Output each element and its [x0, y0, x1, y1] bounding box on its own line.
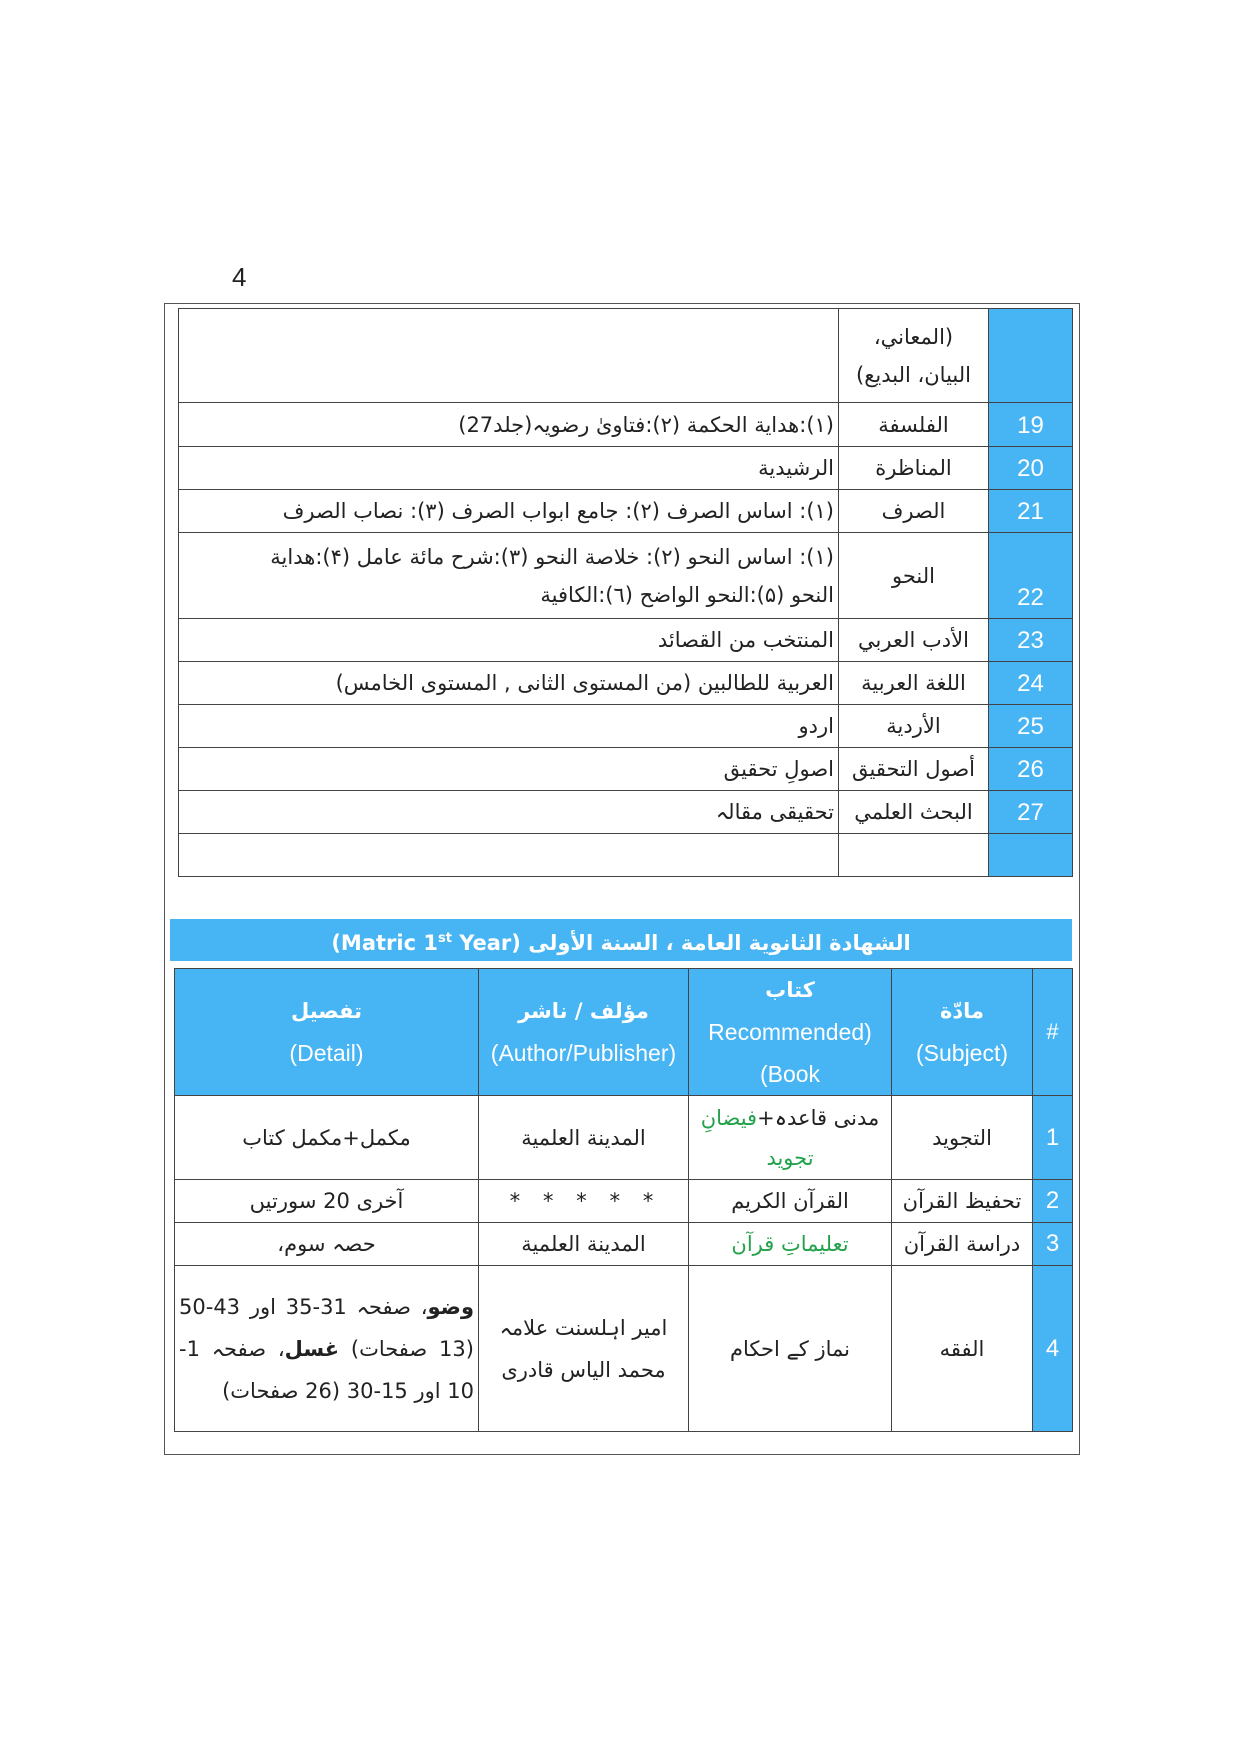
matric-curriculum-table	[174, 968, 1073, 1432]
books-cell: الرشيدية	[179, 447, 839, 490]
books-cell: اصولِ تحقیق	[179, 748, 839, 791]
table-row	[179, 403, 1073, 447]
row-number: 3	[1033, 1223, 1073, 1266]
header-book	[689, 969, 892, 1096]
books-cell	[179, 834, 839, 877]
header-author-en: (Author/Publisher)	[490, 1040, 677, 1066]
header-book-ar: كتاب	[765, 978, 815, 1002]
detail-cell	[175, 1266, 479, 1432]
detail-text: ، صفحہ 31-35 اور 43-50 (13 صفحات)	[179, 1294, 474, 1361]
author-cell: امیر اہلسنت علامہ محمد الیاس قادری	[479, 1266, 689, 1432]
table-row	[175, 1223, 1073, 1266]
books-cell	[179, 533, 839, 619]
banner-arabic: الشهادة الثانوية العامة ، السنة الأولى	[528, 931, 911, 955]
banner-english-pre: (Matric 1	[331, 931, 438, 955]
table-row	[179, 791, 1073, 834]
header-detail-en: (Detail)	[289, 1040, 364, 1066]
row-number: 23	[989, 619, 1073, 662]
table-row	[179, 490, 1073, 533]
subject-cell: أصول التحقيق	[839, 748, 989, 791]
table-row	[175, 1096, 1073, 1180]
row-number: 24	[989, 662, 1073, 705]
subject-line: البيان، البديع)	[856, 362, 971, 387]
subject-cell: النحو	[839, 533, 989, 619]
row-number: 4	[1033, 1266, 1073, 1432]
page-number: 4	[232, 262, 247, 292]
book-link-text: فیضانِ تجوید	[700, 1105, 814, 1170]
row-number: 21	[989, 490, 1073, 533]
book-cell: القرآن الكريم	[689, 1180, 892, 1223]
table-row	[179, 834, 1073, 877]
detail-cell: حصہ سوم،	[175, 1223, 479, 1266]
header-subject-en: (Subject)	[915, 1040, 1009, 1066]
books-line: (١): اساس النحو (٢): خلاصة النحو (٣):شرح مائة عامل (۴):هداية	[270, 544, 834, 569]
book-text: مدنی قاعدہ+	[757, 1105, 880, 1130]
book-cell	[689, 1096, 892, 1180]
author-cell: المدينة العلمية	[479, 1223, 689, 1266]
detail-bold: وضو	[427, 1294, 474, 1319]
header-subject-ar: مادّة	[939, 999, 985, 1023]
subject-cell: الأردية	[839, 705, 989, 748]
row-number: 27	[989, 791, 1073, 834]
subject-cell: الصرف	[839, 490, 989, 533]
subject-cell: اللغة العربية	[839, 662, 989, 705]
section-banner	[170, 919, 1072, 961]
table-row	[179, 619, 1073, 662]
curriculum-table-continued	[178, 308, 1073, 877]
row-number: 25	[989, 705, 1073, 748]
banner-english-sup: st	[437, 931, 452, 946]
table-row	[179, 447, 1073, 490]
detail-bold: غسل	[284, 1336, 340, 1361]
books-cell: العربية للطالبين (من المستوى الثانى , المستوى الخامس)	[179, 662, 839, 705]
table-row	[179, 309, 1073, 403]
row-number	[989, 834, 1073, 877]
banner-english-post: Year)	[451, 931, 521, 955]
books-cell: اردو	[179, 705, 839, 748]
books-cell	[179, 309, 839, 403]
subject-cell	[839, 834, 989, 877]
subject-cell: الفلسفة	[839, 403, 989, 447]
header-num: #	[1033, 969, 1073, 1096]
author-cell: * * * * *	[479, 1180, 689, 1223]
subject-cell: تحفیظ القرآن	[892, 1180, 1033, 1223]
table-row	[175, 1266, 1073, 1432]
header-author	[479, 969, 689, 1096]
table-row	[179, 662, 1073, 705]
subject-cell: الفقه	[892, 1266, 1033, 1432]
row-number: 19	[989, 403, 1073, 447]
table-row	[179, 705, 1073, 748]
subject-cell: المناظرة	[839, 447, 989, 490]
header-book-en: (Recommended Book)	[708, 1019, 872, 1087]
banner-english	[331, 931, 521, 955]
row-number: 22	[989, 533, 1073, 619]
book-cell: تعلیماتِ قرآن	[689, 1223, 892, 1266]
row-number: 2	[1033, 1180, 1073, 1223]
books-line: النحو (۵):النحو الواضح (٦):الكافية	[540, 582, 834, 607]
detail-cell: مکمل+مکمل کتاب	[175, 1096, 479, 1180]
header-row	[175, 969, 1073, 1096]
detail-cell: آخری 20 سورتیں	[175, 1180, 479, 1223]
header-subject	[892, 969, 1033, 1096]
subject-cell: البحث العلمي	[839, 791, 989, 834]
header-author-ar: مؤلف / ناشر	[518, 999, 649, 1023]
books-cell: (١):هداية الحكمة (٢):فتاوىٰ رضويہ(جلد27)	[179, 403, 839, 447]
row-number: 26	[989, 748, 1073, 791]
table-row	[179, 533, 1073, 619]
header-detail-ar: تفصيل	[290, 999, 362, 1023]
row-number: 1	[1033, 1096, 1073, 1180]
subject-cell	[839, 309, 989, 403]
row-number: 20	[989, 447, 1073, 490]
table-row	[175, 1180, 1073, 1223]
book-cell: نماز کے احکام	[689, 1266, 892, 1432]
books-cell: تحقیقی مقالہ	[179, 791, 839, 834]
subject-cell: دراسة القرآن	[892, 1223, 1033, 1266]
table-row	[179, 748, 1073, 791]
detail-text: ، صفحہ 1-10 اور 15-30 (26 صفحات)	[179, 1336, 474, 1403]
subject-line: (المعاني،	[873, 324, 954, 349]
subject-cell: الأدب العربي	[839, 619, 989, 662]
books-cell: المنتخب من القصائد	[179, 619, 839, 662]
author-cell: المدينة العلمية	[479, 1096, 689, 1180]
row-number	[989, 309, 1073, 403]
subject-cell: التجوید	[892, 1096, 1033, 1180]
books-cell: (١): اساس الصرف (٢): جامع ابواب الصرف (٣): نصاب الصرف	[179, 490, 839, 533]
header-detail	[175, 969, 479, 1096]
